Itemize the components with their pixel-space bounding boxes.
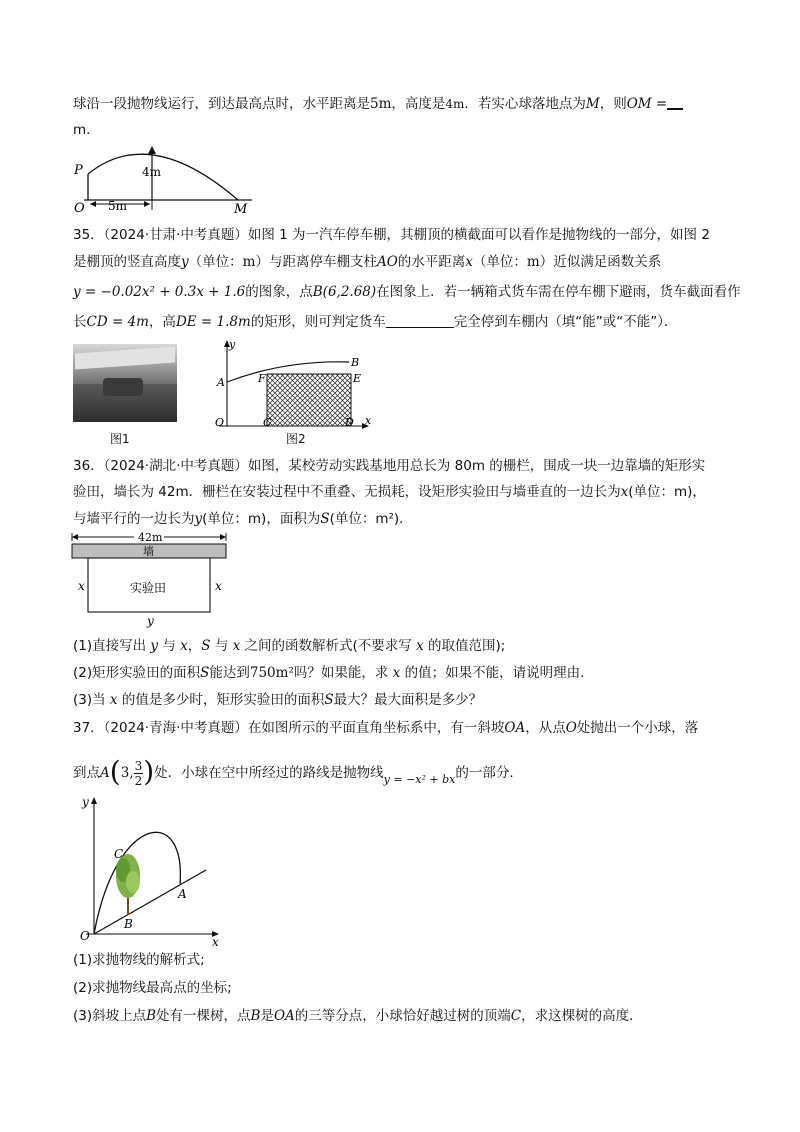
q36-line1: 36．（2024·湖北·中考真题）如图，某校劳动实践基地用总长为 80m 的栅栏，围成一块一边靠墙的矩形实: [73, 458, 706, 474]
q36-line2: 验田，墙长为 42m．栅栏在安装过程中不重叠、无损耗，设矩形实验田与墙垂直的一边长为x(单位：m)，: [73, 484, 706, 500]
label-C: C: [114, 847, 124, 861]
answer-blank: [667, 96, 683, 110]
label-B: B: [351, 356, 360, 369]
q35-line2: 是棚顶的竖直高度y（单位：m）与距离停车棚支柱AO的水平距离x（单位：m）近似满足函数关系: [73, 254, 662, 270]
answer-blank: [386, 313, 454, 328]
label-y: y: [147, 614, 154, 628]
q37-sub2: (2)求抛物线最高点的坐标;: [73, 980, 232, 996]
label-distance: 5m: [108, 199, 128, 213]
label-O: O: [80, 929, 90, 943]
point-A: A: [100, 765, 110, 781]
q37-line2: 到点A(3, $\frac{3}{2}$ )处．小球在空中所经过的路线是抛物线$_{y = -x^2 + bx}$的一部分．: [73, 755, 523, 788]
q36-sub1: (1)直接写出 y 与 x，S 与 x 之间的函数解析式(不要求写 x 的取值范围);: [73, 638, 506, 654]
q35-line1: 35．（2024·甘肃·中考真题）如图 1 为一汽车停车棚，其棚顶的横截面可以看作是抛物线的一部分，如图 2: [73, 227, 710, 243]
label-height: 4m: [142, 165, 162, 179]
q35-line4: 长CD = 4m，高DE = 1.8m的矩形，则可判定货车 完全停到车棚内（填“能”或“不能”）．: [73, 314, 678, 330]
label-E: E: [353, 372, 362, 385]
label-y: y: [229, 338, 236, 351]
q34-text-line2: m．: [73, 122, 100, 138]
label-wall-length: 42m: [138, 532, 163, 544]
label-B: B: [124, 917, 133, 931]
q36-sub2: (2)矩形实验田的面积S能达到750m²吗？如果能，求 x 的值；如果不能，请说明理由．: [73, 665, 594, 681]
label-P: P: [74, 163, 83, 178]
label-M: M: [234, 202, 248, 217]
label-A: A: [178, 887, 187, 901]
label-wall: 墙: [143, 545, 154, 558]
label-x: x: [212, 935, 219, 946]
figure-2-caption: 图2: [286, 432, 306, 446]
label-D: D: [345, 416, 354, 429]
q35-line3: y = −0.02x² + 0.3x + 1.6的图象，点B(6,2.68)在图象上．若一辆箱式货车需在停车棚下避雨，货车截面看作: [73, 284, 741, 300]
label-x: x: [365, 414, 372, 427]
figure-34-parabola: [70, 138, 260, 218]
fraction-3-2: $\frac{3}{2}$: [134, 758, 143, 788]
q37-line1: 37．（2024·青海·中考真题）在如图所示的平面直角坐标系中，有一斜坡OA，从点O处抛出一个小球，落: [73, 720, 699, 736]
q37-sub1: (1)求抛物线的解析式;: [73, 952, 205, 968]
q37-sub3: (3)斜坡上点B处有一棵树，点B是OA的三等分点，小球恰好越过树的顶端C，求这棵树的高度．: [73, 1008, 643, 1024]
label-F: F: [258, 372, 266, 385]
q36-line3: 与墙平行的一边长为y(单位：m)，面积为S(单位：m²)．: [73, 511, 413, 527]
figure-35-graph: [205, 338, 375, 432]
label-O: O: [74, 201, 85, 216]
carport-photo: [73, 344, 177, 422]
figure-37-graph: [76, 794, 226, 946]
label-C: C: [263, 416, 272, 429]
label-O: O: [215, 416, 225, 429]
label-A: A: [217, 376, 225, 389]
label-x-right: x: [215, 579, 222, 593]
label-y: y: [82, 795, 89, 809]
figure-1-caption: 图1: [110, 432, 130, 446]
q34-text-line1: 球沿一段抛物线运行，到达最高点时，水平距离是5m，高度是4m．若实心球落地点为M，则OM =: [73, 94, 683, 114]
q36-sub3: (3)当 x 的值是多少时，矩形实验田的面积S最大？最大面积是多少？: [73, 692, 483, 708]
figure-36-field: [68, 532, 238, 628]
label-field: 实验田: [130, 581, 167, 595]
label-x-left: x: [78, 579, 85, 593]
